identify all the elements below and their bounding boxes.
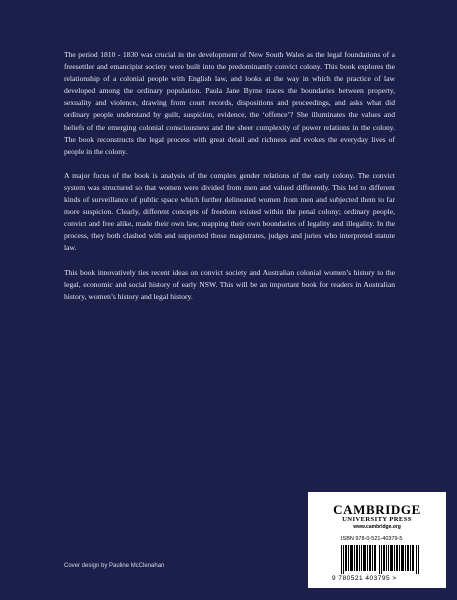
blurb-paragraph-3: This book innovatively ties recent ideas on convict society and Australian colonial women’s history to the legal, economic and social history of early NSW. This will be an important book for readers in Australian history, women’s history and legal history. <box>64 267 395 301</box>
publisher-press: UNIVERSITY PRESS <box>342 516 412 523</box>
blurb-paragraph-2: A major focus of the book is analysis of the complex gender relations of the early colony. The convict system was structured so that women were divided from men and valued differently. This led to different kinds of surveillance of public space which further delineated women from men and subjected them to far more suspicion. Clearly, different concepts of freedom existed within the penal colony; ordinary people, convict and free alike, made their own law, mapping their own boundaries of legality and illegality. In the process, they both clashed with and supported those magistrates, judges and juries who interpreted statute law. <box>64 170 395 253</box>
blurb-paragraph-1: The period 1810 - 1830 was crucial in the development of New South Wales as the legal foundations of a freesettler and emancipist society were built into the predominantly convict colony. This book explores the relationship of a colonial people with English law, and looks at the way in which the practice of law developed among the ordinary population. Paula Jane Byrne traces the boundaries between property, sexuality and violence, drawing from court records, dispositions and proceedings, and asks what did ordinary people understand by guilt, suspicion, evidence, the ‘offence’? She illuminates the values and beliefs of the emerging colonial consciousness and the sheer complexity of power relations in the colony. The book reconstructs the legal process with great detail and richness and evokes the everyday lives of people in the colony. <box>64 50 395 156</box>
publisher-url: www.cambridge.org <box>353 524 401 530</box>
back-cover-blurb <box>64 49 395 315</box>
isbn-text: ISBN 978-0-521-40379-5 <box>341 536 403 542</box>
barcode-icon <box>341 545 421 574</box>
cover-design-credit: Cover design by Pauline McClenahan <box>64 563 165 569</box>
publisher-logo <box>308 503 446 531</box>
barcode-digits: 9 780521 403795 > <box>332 575 397 582</box>
publisher-name: CAMBRIDGE <box>333 502 421 517</box>
publisher-label <box>308 492 446 588</box>
